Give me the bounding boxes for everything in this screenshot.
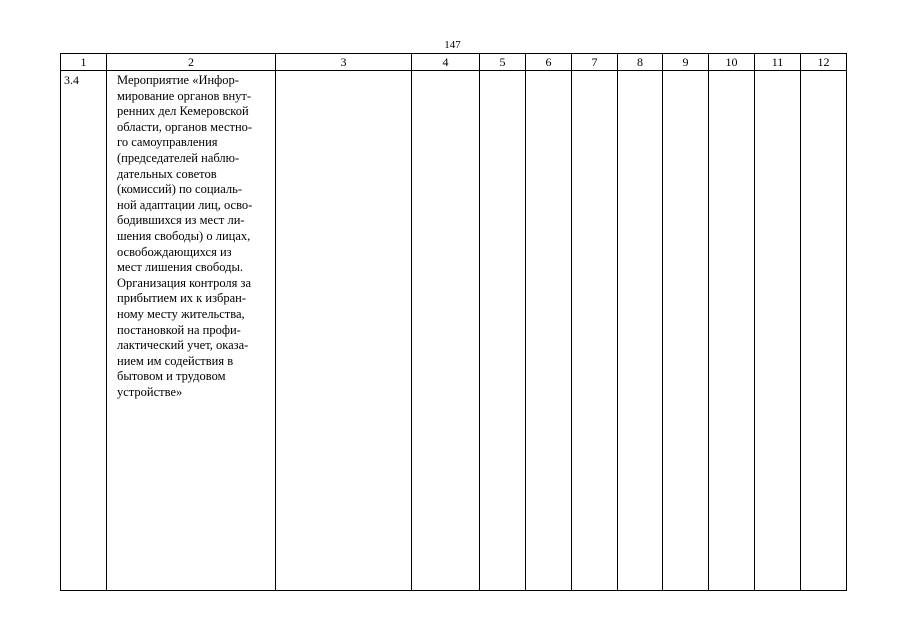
column-header: 10 bbox=[709, 54, 755, 71]
description-line: ному месту жительства, bbox=[117, 306, 245, 321]
description-line: шения свободы) о лицах, bbox=[117, 228, 251, 243]
table-cell bbox=[663, 71, 709, 591]
description-line: прибытием их к избран- bbox=[117, 291, 247, 306]
table-cell bbox=[480, 71, 526, 591]
table-header-row bbox=[61, 54, 847, 71]
activity-description bbox=[107, 71, 276, 591]
description-line: бытовом и трудовом bbox=[117, 369, 226, 384]
table-cell bbox=[276, 71, 412, 591]
description-line: Организация контроля за bbox=[117, 275, 251, 290]
description-line: ной адаптации лиц, осво- bbox=[117, 197, 253, 212]
description-line: лактический учет, оказа- bbox=[117, 338, 249, 353]
table-cell bbox=[412, 71, 480, 591]
row-number: 3.4 bbox=[61, 71, 107, 591]
column-header: 12 bbox=[801, 54, 847, 71]
column-header: 9 bbox=[663, 54, 709, 71]
column-header: 4 bbox=[412, 54, 480, 71]
description-line: (председателей наблю- bbox=[117, 150, 240, 165]
description-line: области, органов местно- bbox=[117, 119, 253, 134]
column-header: 11 bbox=[755, 54, 801, 71]
column-header: 1 bbox=[61, 54, 107, 71]
table-cell bbox=[801, 71, 847, 591]
description-line: (комиссий) по социаль- bbox=[117, 182, 242, 197]
description-line: мирование органов внут- bbox=[117, 88, 252, 103]
description-line: нием им содействия в bbox=[117, 353, 234, 368]
description-line: бодившихся из мест ли- bbox=[117, 213, 245, 228]
description-line: го самоуправления bbox=[117, 135, 218, 150]
column-header: 6 bbox=[526, 54, 572, 71]
column-header: 7 bbox=[572, 54, 618, 71]
column-header: 8 bbox=[618, 54, 663, 71]
table-cell bbox=[709, 71, 755, 591]
table-row bbox=[61, 71, 847, 591]
column-header: 3 bbox=[276, 54, 412, 71]
description-line: мест лишения свободы. bbox=[117, 260, 244, 275]
page-number: 147 bbox=[444, 39, 461, 51]
description-line: ренних дел Кемеровской bbox=[117, 104, 249, 119]
description-line: устройстве» bbox=[117, 384, 183, 399]
table-cell bbox=[755, 71, 801, 591]
description-line: Мероприятие «Инфор- bbox=[117, 73, 239, 87]
description-line: дательных советов bbox=[117, 166, 217, 181]
column-header: 5 bbox=[480, 54, 526, 71]
column-header: 2 bbox=[107, 54, 276, 71]
table-cell bbox=[618, 71, 663, 591]
description-line: освобождающихся из bbox=[117, 244, 232, 259]
document-table bbox=[60, 53, 847, 591]
table-cell bbox=[526, 71, 572, 591]
description-line: постановкой на профи- bbox=[117, 322, 241, 337]
table-cell bbox=[572, 71, 618, 591]
